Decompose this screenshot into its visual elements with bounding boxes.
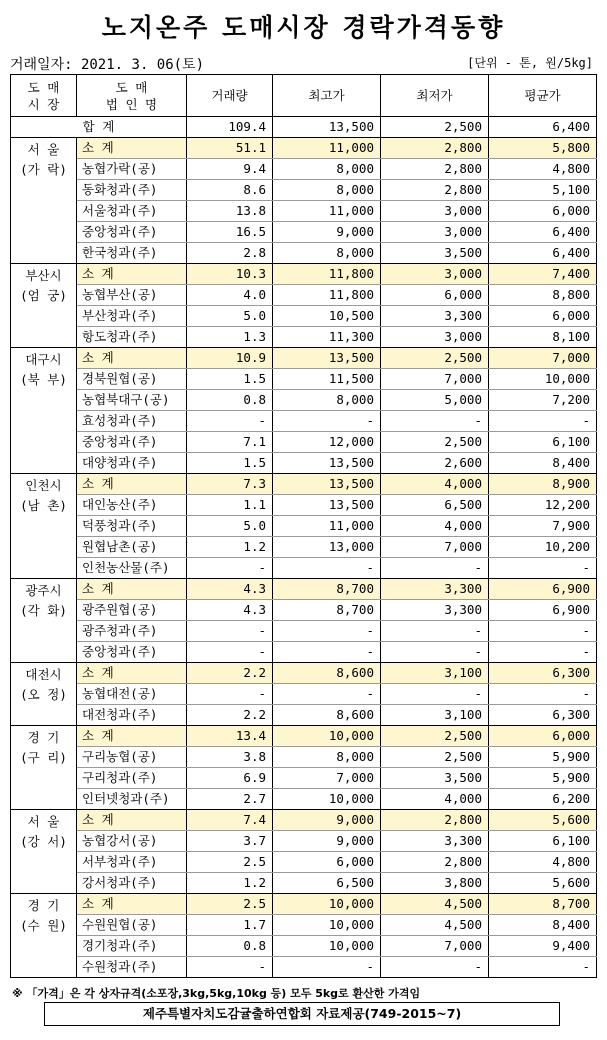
subtotal-row xyxy=(11,894,597,915)
header-corp-line1: 도 매 xyxy=(115,79,148,95)
total-avg: 6,400 xyxy=(489,117,597,138)
corp-name: 중앙청과(주) xyxy=(77,432,187,453)
table-row xyxy=(11,516,597,537)
avg-price-cell: 7,900 xyxy=(489,516,597,537)
corp-name: 강서청과(주) xyxy=(77,873,187,894)
volume-cell: 2.5 xyxy=(187,852,273,873)
min-price-cell: 3,300 xyxy=(381,600,489,621)
min-price-cell: 2,800 xyxy=(381,810,489,831)
avg-price-cell: 8,100 xyxy=(489,327,597,348)
avg-price-cell: 10,200 xyxy=(489,537,597,558)
corp-name: 소 계 xyxy=(77,894,187,915)
avg-price-cell: - xyxy=(489,411,597,432)
volume-cell: 13.4 xyxy=(187,726,273,747)
table-row xyxy=(11,390,597,411)
max-price-cell: 11,500 xyxy=(273,369,381,390)
min-price-cell: 4,000 xyxy=(381,789,489,810)
volume-cell: 10.9 xyxy=(187,348,273,369)
volume-cell: 2.5 xyxy=(187,894,273,915)
corp-name: 광주원협(공) xyxy=(77,600,187,621)
corp-name: 덕풍청과(주) xyxy=(77,516,187,537)
corp-name: 부산청과(주) xyxy=(77,306,187,327)
header-market xyxy=(11,75,77,117)
corp-name: 소 계 xyxy=(77,726,187,747)
avg-price-cell: 10,000 xyxy=(489,369,597,390)
corp-name: 농협부산(공) xyxy=(77,285,187,306)
table-row xyxy=(11,558,597,579)
footnote: ※ 「가격」은 각 상자규격(소포장,3kg,5kg,10kg 등) 모두 5kg로 환산한 가격임 xyxy=(12,987,421,1000)
market-name xyxy=(11,264,77,348)
max-price-cell: 8,600 xyxy=(273,663,381,684)
corp-name: 경기청과(주) xyxy=(77,936,187,957)
avg-price-cell: 8,400 xyxy=(489,915,597,936)
corp-name: 소 계 xyxy=(77,348,187,369)
table-row xyxy=(11,453,597,474)
market-name xyxy=(11,663,77,726)
max-price-cell: - xyxy=(273,957,381,978)
avg-price-cell: - xyxy=(489,558,597,579)
max-price-cell: 10,000 xyxy=(273,894,381,915)
max-price-cell: 11,800 xyxy=(273,264,381,285)
volume-cell: 8.6 xyxy=(187,180,273,201)
volume-cell: - xyxy=(187,684,273,705)
table-row xyxy=(11,915,597,936)
table-row xyxy=(11,159,597,180)
min-price-cell: 2,500 xyxy=(381,348,489,369)
corp-name: 소 계 xyxy=(77,663,187,684)
corp-name: 대양청과(주) xyxy=(77,453,187,474)
min-price-cell: - xyxy=(381,558,489,579)
avg-price-cell: 8,700 xyxy=(489,894,597,915)
corp-name: 서부청과(주) xyxy=(77,852,187,873)
table-row xyxy=(11,642,597,663)
corp-name: 대전청과(주) xyxy=(77,705,187,726)
table-row xyxy=(11,936,597,957)
max-price-cell: 9,000 xyxy=(273,810,381,831)
avg-price-cell: 6,300 xyxy=(489,663,597,684)
market-area: (수 원) xyxy=(20,918,67,933)
market-name xyxy=(11,810,77,894)
volume-cell: - xyxy=(187,957,273,978)
volume-cell: 1.2 xyxy=(187,873,273,894)
volume-cell: 3.7 xyxy=(187,831,273,852)
min-price-cell: 3,500 xyxy=(381,768,489,789)
table-row xyxy=(11,327,597,348)
table-row xyxy=(11,831,597,852)
subtotal-row xyxy=(11,579,597,600)
max-price-cell: 8,000 xyxy=(273,747,381,768)
table-row xyxy=(11,222,597,243)
min-price-cell: 3,300 xyxy=(381,831,489,852)
table-row xyxy=(11,201,597,222)
max-price-cell: 6,500 xyxy=(273,873,381,894)
max-price-cell: 13,500 xyxy=(273,495,381,516)
trade-date: 거래일자: 2021. 3. 06(토) xyxy=(10,57,205,73)
volume-cell: 4.3 xyxy=(187,600,273,621)
min-price-cell: 2,800 xyxy=(381,159,489,180)
corp-name: 인천농산물(주) xyxy=(77,558,187,579)
volume-cell: - xyxy=(187,642,273,663)
max-price-cell: 9,000 xyxy=(273,831,381,852)
market-area: (오 정) xyxy=(20,687,67,702)
table-row xyxy=(11,537,597,558)
table-row xyxy=(11,306,597,327)
table-row xyxy=(11,852,597,873)
min-price-cell: - xyxy=(381,642,489,663)
table-row xyxy=(11,180,597,201)
volume-cell: 4.3 xyxy=(187,579,273,600)
header-avg: 평균가 xyxy=(489,75,597,117)
corp-name: 중앙청과(주) xyxy=(77,642,187,663)
max-price-cell: 8,000 xyxy=(273,243,381,264)
source-credit: 제주특별자치도감귤출하연합회 자료제공(749-2015~7) xyxy=(44,1002,560,1026)
table-row xyxy=(11,600,597,621)
table-row xyxy=(11,243,597,264)
corp-name: 서울청과(주) xyxy=(77,201,187,222)
market-name xyxy=(11,579,77,663)
avg-price-cell: 8,400 xyxy=(489,453,597,474)
subtotal-row xyxy=(11,264,597,285)
avg-price-cell: 6,400 xyxy=(489,243,597,264)
market-area: (강 서) xyxy=(20,834,67,849)
avg-price-cell: 8,900 xyxy=(489,474,597,495)
avg-price-cell: 6,900 xyxy=(489,600,597,621)
avg-price-cell: - xyxy=(489,957,597,978)
volume-cell: 0.8 xyxy=(187,390,273,411)
page-title: 노지온주 도매시장 경락가격동향 xyxy=(101,13,506,42)
min-price-cell: 3,000 xyxy=(381,222,489,243)
corp-name: 중앙청과(주) xyxy=(77,222,187,243)
avg-price-cell: 6,200 xyxy=(489,789,597,810)
max-price-cell: 12,000 xyxy=(273,432,381,453)
corp-name: 소 계 xyxy=(77,810,187,831)
max-price-cell: 8,000 xyxy=(273,180,381,201)
volume-cell: 5.0 xyxy=(187,516,273,537)
table-row xyxy=(11,285,597,306)
header-min: 최저가 xyxy=(381,75,489,117)
volume-cell: 1.1 xyxy=(187,495,273,516)
volume-cell: 0.8 xyxy=(187,936,273,957)
table-row xyxy=(11,768,597,789)
min-price-cell: 2,600 xyxy=(381,453,489,474)
min-price-cell: 7,000 xyxy=(381,936,489,957)
min-price-cell: 3,100 xyxy=(381,663,489,684)
corp-name: 수원원협(공) xyxy=(77,915,187,936)
volume-cell: 4.0 xyxy=(187,285,273,306)
min-price-cell: 2,500 xyxy=(381,726,489,747)
avg-price-cell: 6,000 xyxy=(489,306,597,327)
avg-price-cell: 5,900 xyxy=(489,747,597,768)
avg-price-cell: 6,000 xyxy=(489,726,597,747)
max-price-cell: 13,000 xyxy=(273,537,381,558)
max-price-cell: 11,800 xyxy=(273,285,381,306)
corp-name: 소 계 xyxy=(77,138,187,159)
volume-cell: 9.4 xyxy=(187,159,273,180)
subtotal-row xyxy=(11,138,597,159)
min-price-cell: 2,500 xyxy=(381,432,489,453)
corp-name: 구리청과(주) xyxy=(77,768,187,789)
min-price-cell: 3,000 xyxy=(381,264,489,285)
table-row xyxy=(11,873,597,894)
avg-price-cell: 5,100 xyxy=(489,180,597,201)
max-price-cell: 10,000 xyxy=(273,936,381,957)
market-name xyxy=(11,474,77,579)
min-price-cell: - xyxy=(381,411,489,432)
avg-price-cell: 6,300 xyxy=(489,705,597,726)
corp-name: 광주청과(주) xyxy=(77,621,187,642)
volume-cell: 16.5 xyxy=(187,222,273,243)
market-city: 인천시 xyxy=(25,478,62,493)
max-price-cell: 7,000 xyxy=(273,768,381,789)
avg-price-cell: - xyxy=(489,642,597,663)
max-price-cell: 10,500 xyxy=(273,306,381,327)
total-volume: 109.4 xyxy=(187,117,273,138)
max-price-cell: 6,000 xyxy=(273,852,381,873)
subtotal-row xyxy=(11,810,597,831)
min-price-cell: 7,000 xyxy=(381,369,489,390)
corp-name: 소 계 xyxy=(77,264,187,285)
max-price-cell: 13,500 xyxy=(273,348,381,369)
market-name xyxy=(11,138,77,264)
corp-name: 원협남촌(공) xyxy=(77,537,187,558)
volume-cell: 1.5 xyxy=(187,369,273,390)
max-price-cell: 10,000 xyxy=(273,915,381,936)
avg-price-cell: 4,800 xyxy=(489,159,597,180)
volume-cell: 1.3 xyxy=(187,327,273,348)
max-price-cell: 9,000 xyxy=(273,222,381,243)
max-price-cell: - xyxy=(273,558,381,579)
volume-cell: 6.9 xyxy=(187,768,273,789)
total-row xyxy=(11,117,597,138)
max-price-cell: 13,500 xyxy=(273,474,381,495)
min-price-cell: 3,000 xyxy=(381,201,489,222)
market-city: 서 울 xyxy=(27,142,60,157)
corp-name: 수원청과(주) xyxy=(77,957,187,978)
min-price-cell: 4,000 xyxy=(381,516,489,537)
avg-price-cell: 6,000 xyxy=(489,201,597,222)
corp-name: 농협강서(공) xyxy=(77,831,187,852)
subtotal-row xyxy=(11,726,597,747)
min-price-cell: 2,800 xyxy=(381,138,489,159)
max-price-cell: - xyxy=(273,411,381,432)
header-volume: 거래량 xyxy=(187,75,273,117)
avg-price-cell: 12,200 xyxy=(489,495,597,516)
market-area: (가 락) xyxy=(20,162,67,177)
market-area: (구 리) xyxy=(20,750,67,765)
max-price-cell: 8,000 xyxy=(273,159,381,180)
total-min: 2,500 xyxy=(381,117,489,138)
max-price-cell: - xyxy=(273,642,381,663)
market-city: 대구시 xyxy=(25,352,62,367)
table-row xyxy=(11,495,597,516)
avg-price-cell: 5,600 xyxy=(489,873,597,894)
market-city: 대전시 xyxy=(25,667,62,682)
max-price-cell: 11,300 xyxy=(273,327,381,348)
avg-price-cell: 7,400 xyxy=(489,264,597,285)
header-row xyxy=(11,75,597,117)
table-row xyxy=(11,705,597,726)
corp-name: 소 계 xyxy=(77,579,187,600)
corp-name: 동화청과(주) xyxy=(77,180,187,201)
table-row xyxy=(11,432,597,453)
min-price-cell: - xyxy=(381,684,489,705)
min-price-cell: 3,300 xyxy=(381,306,489,327)
corp-name: 항도청과(주) xyxy=(77,327,187,348)
min-price-cell: 3,300 xyxy=(381,579,489,600)
market-city: 서 울 xyxy=(27,814,60,829)
table-row xyxy=(11,957,597,978)
avg-price-cell: 7,000 xyxy=(489,348,597,369)
volume-cell: 7.1 xyxy=(187,432,273,453)
market-area: (엄 궁) xyxy=(20,288,67,303)
volume-cell: 51.1 xyxy=(187,138,273,159)
total-max: 13,500 xyxy=(273,117,381,138)
min-price-cell: - xyxy=(381,957,489,978)
market-name xyxy=(11,726,77,810)
volume-cell: 7.3 xyxy=(187,474,273,495)
volume-cell: 2.2 xyxy=(187,705,273,726)
market-area: (북 부) xyxy=(20,372,67,387)
volume-cell: 3.8 xyxy=(187,747,273,768)
market-city: 경 기 xyxy=(27,898,60,913)
min-price-cell: - xyxy=(381,621,489,642)
volume-cell: 1.7 xyxy=(187,915,273,936)
max-price-cell: 11,000 xyxy=(273,516,381,537)
market-city: 경 기 xyxy=(27,730,60,745)
volume-cell: - xyxy=(187,411,273,432)
volume-cell: - xyxy=(187,621,273,642)
table-row xyxy=(11,684,597,705)
max-price-cell: 10,000 xyxy=(273,726,381,747)
min-price-cell: 2,800 xyxy=(381,852,489,873)
corp-name: 대인농산(주) xyxy=(77,495,187,516)
volume-cell: 1.2 xyxy=(187,537,273,558)
max-price-cell: 11,000 xyxy=(273,201,381,222)
avg-price-cell: 5,800 xyxy=(489,138,597,159)
min-price-cell: 7,000 xyxy=(381,537,489,558)
unit-label: [단위 - 톤, 원/5kg] xyxy=(467,56,593,70)
total-label: 합 계 xyxy=(11,117,187,138)
market-area: (각 화) xyxy=(20,603,67,618)
corp-name: 농협가락(공) xyxy=(77,159,187,180)
corp-name: 소 계 xyxy=(77,474,187,495)
avg-price-cell: 6,100 xyxy=(489,831,597,852)
header-market-line2: 시 장 xyxy=(27,96,60,112)
corp-name: 효성청과(주) xyxy=(77,411,187,432)
table-row xyxy=(11,621,597,642)
volume-cell: 5.0 xyxy=(187,306,273,327)
min-price-cell: 4,500 xyxy=(381,915,489,936)
min-price-cell: 5,000 xyxy=(381,390,489,411)
corp-name: 구리농협(공) xyxy=(77,747,187,768)
market-name xyxy=(11,894,77,978)
volume-cell: 7.4 xyxy=(187,810,273,831)
market-city: 광주시 xyxy=(25,583,62,598)
corp-name: 농협북대구(공) xyxy=(77,390,187,411)
volume-cell: 2.7 xyxy=(187,789,273,810)
max-price-cell: 8,700 xyxy=(273,579,381,600)
avg-price-cell: 6,900 xyxy=(489,579,597,600)
avg-price-cell: 7,200 xyxy=(489,390,597,411)
volume-cell: 1.5 xyxy=(187,453,273,474)
subtotal-row xyxy=(11,348,597,369)
min-price-cell: 6,500 xyxy=(381,495,489,516)
max-price-cell: 8,700 xyxy=(273,600,381,621)
avg-price-cell: 6,100 xyxy=(489,432,597,453)
corp-name: 경북원협(공) xyxy=(77,369,187,390)
max-price-cell: 13,500 xyxy=(273,453,381,474)
avg-price-cell: - xyxy=(489,684,597,705)
subtotal-row xyxy=(11,663,597,684)
avg-price-cell: 4,800 xyxy=(489,852,597,873)
max-price-cell: 10,000 xyxy=(273,789,381,810)
avg-price-cell: 6,400 xyxy=(489,222,597,243)
avg-price-cell: 5,900 xyxy=(489,768,597,789)
header-corp xyxy=(77,75,187,117)
max-price-cell: 8,600 xyxy=(273,705,381,726)
max-price-cell: - xyxy=(273,621,381,642)
min-price-cell: 2,500 xyxy=(381,747,489,768)
avg-price-cell: 9,400 xyxy=(489,936,597,957)
subtotal-row xyxy=(11,474,597,495)
max-price-cell: - xyxy=(273,684,381,705)
header-market-line1: 도 매 xyxy=(27,79,60,95)
corp-name: 인터넷청과(주) xyxy=(77,789,187,810)
market-name xyxy=(11,348,77,474)
avg-price-cell: - xyxy=(489,621,597,642)
volume-cell: 2.8 xyxy=(187,243,273,264)
header-corp-line2: 법 인 명 xyxy=(105,96,158,112)
table-row xyxy=(11,369,597,390)
avg-price-cell: 8,800 xyxy=(489,285,597,306)
table-row xyxy=(11,411,597,432)
min-price-cell: 2,800 xyxy=(381,180,489,201)
volume-cell: 2.2 xyxy=(187,663,273,684)
volume-cell: 10.3 xyxy=(187,264,273,285)
header-max: 최고가 xyxy=(273,75,381,117)
min-price-cell: 4,500 xyxy=(381,894,489,915)
table-row xyxy=(11,747,597,768)
min-price-cell: 3,500 xyxy=(381,243,489,264)
min-price-cell: 3,100 xyxy=(381,705,489,726)
min-price-cell: 3,800 xyxy=(381,873,489,894)
volume-cell: 13.8 xyxy=(187,201,273,222)
market-city: 부산시 xyxy=(25,268,62,283)
avg-price-cell: 5,600 xyxy=(489,810,597,831)
price-table xyxy=(10,74,597,978)
min-price-cell: 3,000 xyxy=(381,327,489,348)
corp-name: 한국청과(주) xyxy=(77,243,187,264)
max-price-cell: 11,000 xyxy=(273,138,381,159)
corp-name: 농협대전(공) xyxy=(77,684,187,705)
min-price-cell: 6,000 xyxy=(381,285,489,306)
max-price-cell: 8,000 xyxy=(273,390,381,411)
table-row xyxy=(11,789,597,810)
min-price-cell: 4,000 xyxy=(381,474,489,495)
market-area: (남 촌) xyxy=(20,498,67,513)
volume-cell: - xyxy=(187,558,273,579)
